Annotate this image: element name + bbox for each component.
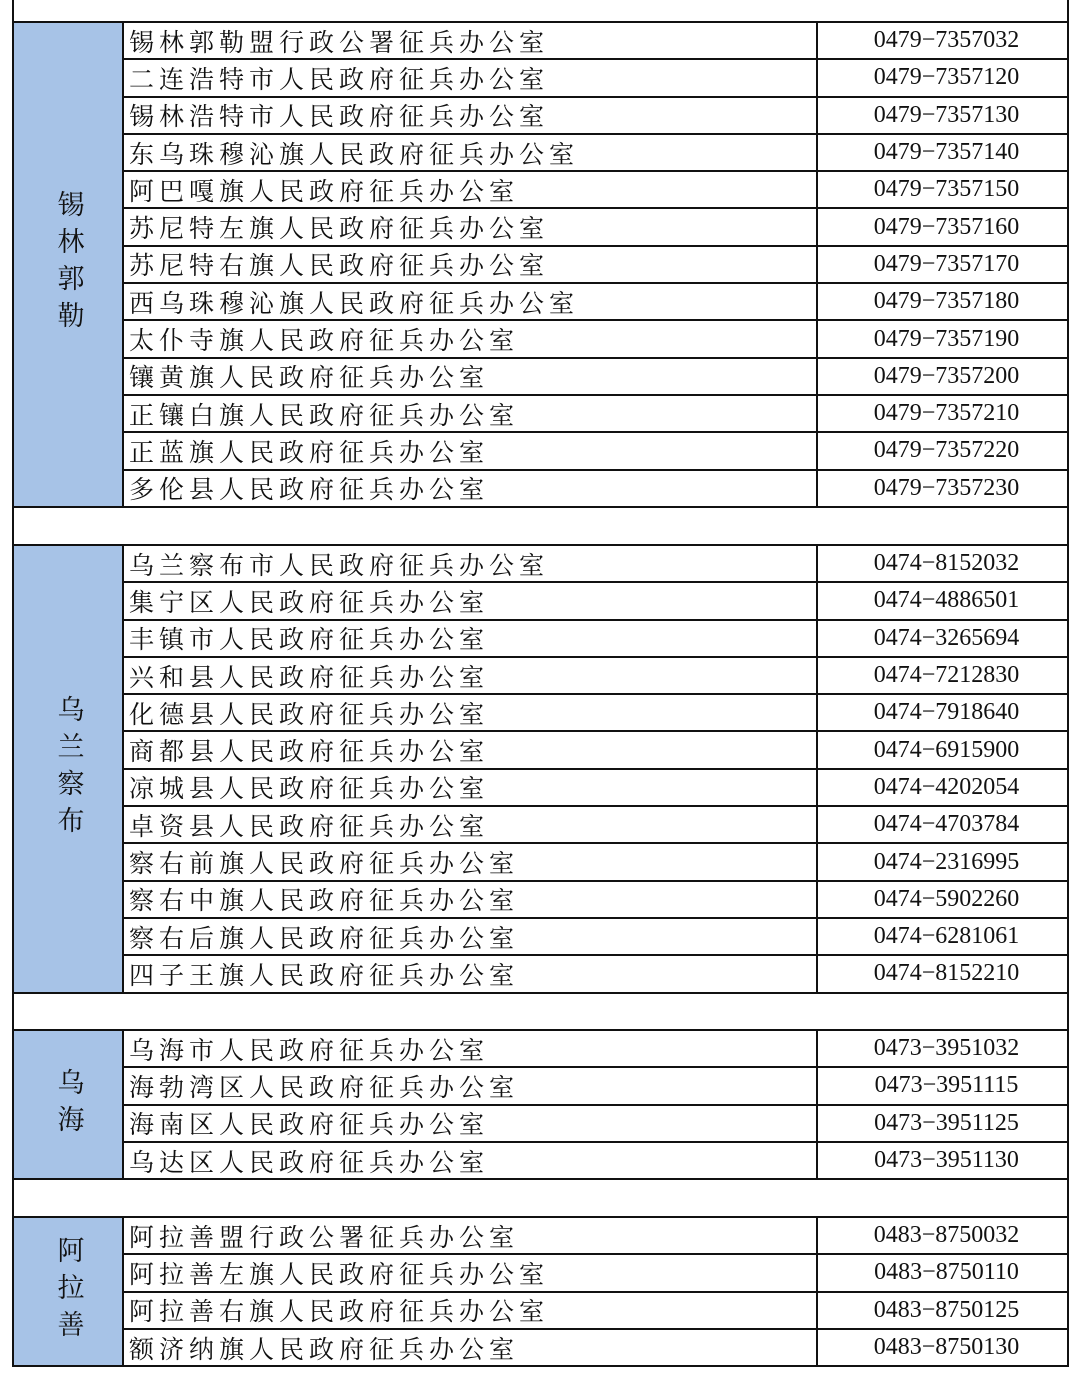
office-name-cell: 乌兰察布市人民政府征兵办公室 <box>124 546 818 583</box>
table-gap-row <box>12 1179 1069 1217</box>
office-name-cell: 锡林浩特市人民政府征兵办公室 <box>124 98 818 135</box>
phone-number-cell: 0479−7357180 <box>818 284 1069 321</box>
phone-number-cell: 0479−7357140 <box>818 135 1069 172</box>
office-name-cell: 正蓝旗人民政府征兵办公室 <box>124 433 818 470</box>
office-name-cell: 阿拉善左旗人民政府征兵办公室 <box>124 1255 818 1292</box>
phone-number-cell: 0473−3951130 <box>818 1143 1069 1180</box>
office-name-cell: 化德县人民政府征兵办公室 <box>124 695 818 732</box>
office-name-cell: 镶黄旗人民政府征兵办公室 <box>124 359 818 396</box>
office-name-cell: 四子王旗人民政府征兵办公室 <box>124 956 818 993</box>
office-name-cell: 集宁区人民政府征兵办公室 <box>124 583 818 620</box>
office-name-cell: 察右中旗人民政府征兵办公室 <box>124 882 818 919</box>
office-name-cell: 乌海市人民政府征兵办公室 <box>124 1031 818 1068</box>
phone-number-cell: 0474−7212830 <box>818 658 1069 695</box>
phone-number-cell: 0474−7918640 <box>818 695 1069 732</box>
phone-number-cell: 0479−7357190 <box>818 321 1069 358</box>
region-name-cell <box>12 546 124 994</box>
phone-number-cell: 0474−4703784 <box>818 807 1069 844</box>
phone-number-cell: 0474−4886501 <box>818 583 1069 620</box>
office-name-cell: 二连浩特市人民政府征兵办公室 <box>124 60 818 97</box>
region-block-alxa <box>12 1218 1069 1367</box>
region-name: 阿拉善 <box>52 1236 84 1348</box>
office-name-cell: 察右后旗人民政府征兵办公室 <box>124 919 818 956</box>
phone-number-cell: 0483−8750130 <box>818 1330 1069 1367</box>
phone-number-cell: 0479−7357210 <box>818 396 1069 433</box>
office-name-cell: 阿拉善右旗人民政府征兵办公室 <box>124 1293 818 1330</box>
region-name: 乌海 <box>52 1067 84 1142</box>
phone-number-cell: 0479−7357032 <box>818 23 1069 60</box>
region-block-wuhai <box>12 1031 1069 1180</box>
phone-number-cell: 0474−8152032 <box>818 546 1069 583</box>
phone-number-cell: 0479−7357200 <box>818 359 1069 396</box>
phone-number-cell: 0473−3951125 <box>818 1106 1069 1143</box>
office-name-cell: 兴和县人民政府征兵办公室 <box>124 658 818 695</box>
phone-number-cell: 0474−3265694 <box>818 621 1069 658</box>
region-name-cell <box>12 1031 124 1180</box>
region-name-cell <box>12 1218 124 1367</box>
phone-number-cell: 0474−6915900 <box>818 732 1069 769</box>
phone-number-cell: 0483−8750110 <box>818 1255 1069 1292</box>
phone-number-cell: 0474−6281061 <box>818 919 1069 956</box>
office-name-cell: 卓资县人民政府征兵办公室 <box>124 807 818 844</box>
office-name-cell: 凉城县人民政府征兵办公室 <box>124 770 818 807</box>
office-name-cell: 锡林郭勒盟行政公署征兵办公室 <box>124 23 818 60</box>
phone-number-cell: 0473−3951115 <box>818 1068 1069 1105</box>
phone-number-cell: 0483−8750125 <box>818 1293 1069 1330</box>
region-block-ulanqab <box>12 546 1069 994</box>
office-name-cell: 察右前旗人民政府征兵办公室 <box>124 844 818 881</box>
office-name-cell: 太仆寺旗人民政府征兵办公室 <box>124 321 818 358</box>
phone-number-cell: 0474−5902260 <box>818 882 1069 919</box>
phone-number-cell: 0479−7357170 <box>818 247 1069 284</box>
phone-number-cell: 0479−7357220 <box>818 433 1069 470</box>
table-gap-row <box>12 0 1069 22</box>
office-name-cell: 多伦县人民政府征兵办公室 <box>124 471 818 508</box>
table-gap-row <box>12 507 1069 545</box>
phone-number-cell: 0474−4202054 <box>818 770 1069 807</box>
office-name-cell: 正镶白旗人民政府征兵办公室 <box>124 396 818 433</box>
office-name-cell: 额济纳旗人民政府征兵办公室 <box>124 1330 818 1367</box>
phone-number-cell: 0479−7357150 <box>818 172 1069 209</box>
phone-number-cell: 0483−8750032 <box>818 1218 1069 1255</box>
phone-number-cell: 0474−8152210 <box>818 956 1069 993</box>
office-name-cell: 海勃湾区人民政府征兵办公室 <box>124 1068 818 1105</box>
phone-number-cell: 0473−3951032 <box>818 1031 1069 1068</box>
region-name-cell <box>12 23 124 508</box>
phone-number-cell: 0474−2316995 <box>818 844 1069 881</box>
office-name-cell: 苏尼特右旗人民政府征兵办公室 <box>124 247 818 284</box>
office-name-cell: 东乌珠穆沁旗人民政府征兵办公室 <box>124 135 818 172</box>
table-gap-row <box>12 992 1069 1030</box>
office-name-cell: 阿巴嘎旗人民政府征兵办公室 <box>124 172 818 209</box>
phone-number-cell: 0479−7357120 <box>818 60 1069 97</box>
office-name-cell: 商都县人民政府征兵办公室 <box>124 732 818 769</box>
office-name-cell: 海南区人民政府征兵办公室 <box>124 1106 818 1143</box>
region-name: 乌兰察布 <box>52 694 84 843</box>
office-name-cell: 丰镇市人民政府征兵办公室 <box>124 621 818 658</box>
office-name-cell: 西乌珠穆沁旗人民政府征兵办公室 <box>124 284 818 321</box>
office-name-cell: 苏尼特左旗人民政府征兵办公室 <box>124 209 818 246</box>
region-block-xilingol <box>12 23 1069 508</box>
office-name-cell: 乌达区人民政府征兵办公室 <box>124 1143 818 1180</box>
office-name-cell: 阿拉善盟行政公署征兵办公室 <box>124 1218 818 1255</box>
phone-number-cell: 0479−7357160 <box>818 209 1069 246</box>
region-name: 锡林郭勒 <box>52 190 84 339</box>
phone-number-cell: 0479−7357130 <box>818 98 1069 135</box>
phone-number-cell: 0479−7357230 <box>818 471 1069 508</box>
